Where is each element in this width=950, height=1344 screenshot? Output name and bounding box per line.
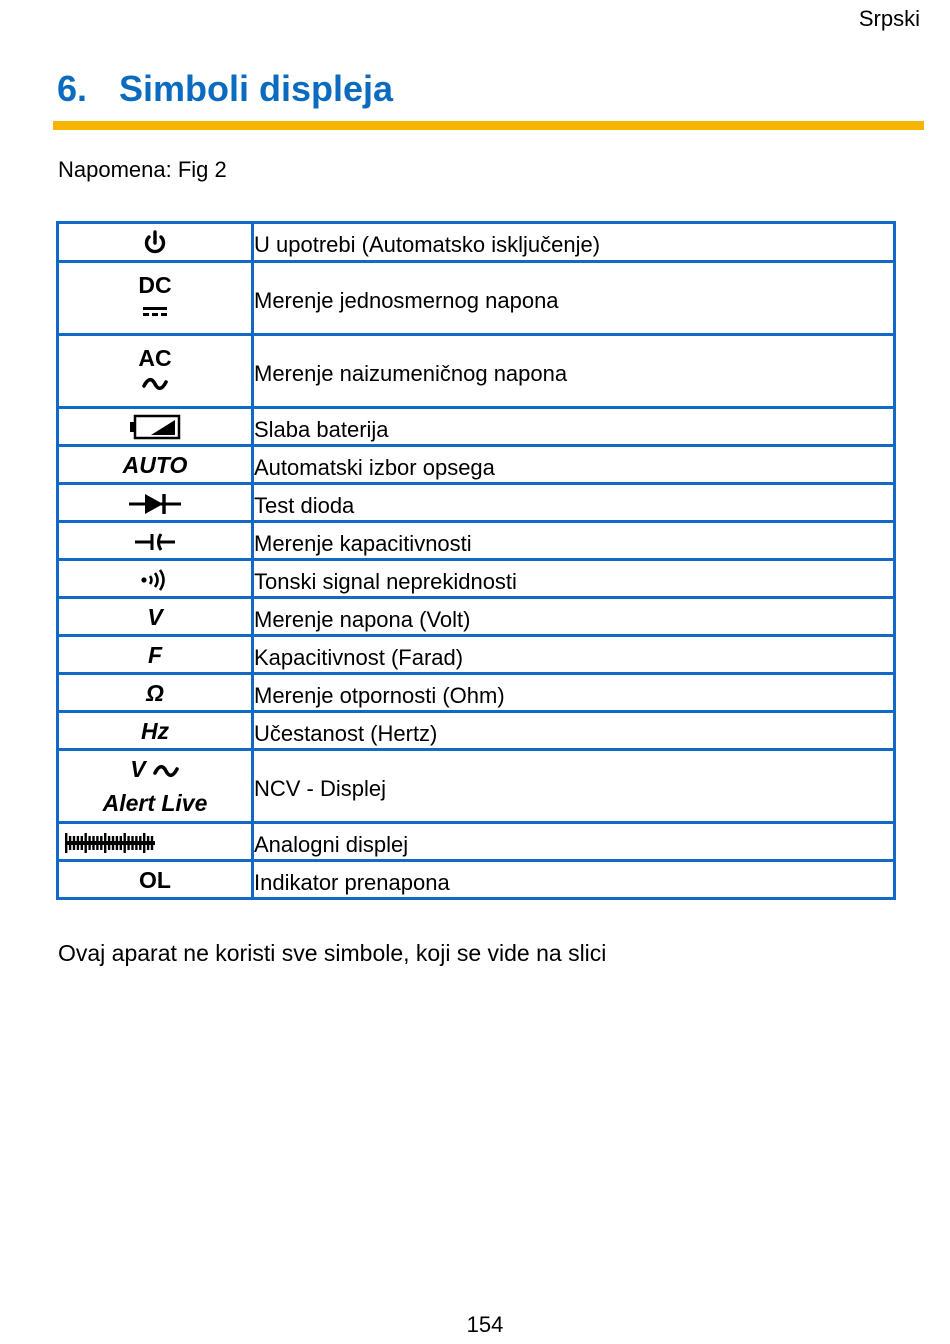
description-text: Učestanost (Hertz) <box>254 720 438 746</box>
table-row <box>58 522 895 560</box>
description-text: Merenje naizumeničnog napona <box>254 361 568 386</box>
symbol-text: DC <box>138 272 172 298</box>
symbols-table <box>56 221 896 900</box>
description-cell <box>253 712 895 750</box>
power-off-icon <box>142 230 168 256</box>
table-row <box>58 712 895 750</box>
symbol-cell <box>58 674 253 712</box>
footer-note: Ovaj aparat ne koristi sve simbole, koji se vide na slici <box>58 940 607 966</box>
table-row <box>58 262 895 335</box>
description-cell <box>253 750 895 823</box>
description-text: Indikator prenapona <box>254 869 450 895</box>
description-cell <box>253 823 895 861</box>
table-row <box>58 408 895 446</box>
description-text: Test dioda <box>254 492 355 518</box>
symbol-cell <box>58 560 253 598</box>
table-row <box>58 223 895 262</box>
note-text: Napomena: Fig 2 <box>58 157 227 182</box>
continuity-beep-icon <box>140 568 170 592</box>
description-cell <box>253 446 895 484</box>
table-row <box>58 636 895 674</box>
heading-underline <box>53 121 924 130</box>
page-number: 154 <box>466 1312 504 1337</box>
symbol-cell <box>58 636 253 674</box>
alert-live-text: Alert Live <box>102 790 208 816</box>
table-row <box>58 674 895 712</box>
section-title: Simboli displeja <box>119 68 394 109</box>
low-battery-icon <box>129 414 181 440</box>
symbol-cell <box>58 750 253 823</box>
diode-icon <box>127 492 183 516</box>
table-row <box>58 823 895 861</box>
description-text: Merenje jednosmernog napona <box>254 288 559 313</box>
symbol-text: F <box>147 641 163 668</box>
language-label: Srpski <box>858 6 920 31</box>
symbol-text: V <box>147 603 163 630</box>
symbol-cell <box>58 823 253 861</box>
symbol-text: OL <box>139 866 171 893</box>
symbol-cell <box>58 223 253 262</box>
symbol-text: Ω <box>146 679 164 706</box>
description-cell <box>253 335 895 408</box>
symbol-text: V <box>130 756 146 782</box>
description-cell <box>253 861 895 899</box>
capacitor-icon <box>133 532 177 552</box>
symbol-cell <box>58 446 253 484</box>
description-text: Merenje kapacitivnosti <box>254 530 472 556</box>
symbol-cell <box>58 712 253 750</box>
description-cell <box>253 560 895 598</box>
table-row <box>58 750 895 823</box>
table-row <box>58 598 895 636</box>
description-text: Kapacitivnost (Farad) <box>254 644 464 670</box>
section-number: 6. <box>57 68 88 109</box>
description-cell <box>253 674 895 712</box>
description-text: Slaba baterija <box>254 416 389 442</box>
symbol-text: AUTO <box>122 451 188 478</box>
symbol-cell <box>58 408 253 446</box>
dc-symbol-icon <box>141 304 169 318</box>
analog-bargraph-icon <box>65 832 157 854</box>
table-row <box>58 446 895 484</box>
description-cell <box>253 598 895 636</box>
symbol-cell <box>58 484 253 522</box>
description-cell <box>253 522 895 560</box>
description-cell <box>253 262 895 335</box>
description-cell <box>253 408 895 446</box>
symbol-cell <box>58 335 253 408</box>
description-text: Analogni displej <box>254 831 409 857</box>
section-heading <box>57 68 393 110</box>
symbol-cell <box>58 861 253 899</box>
ac-wave-icon <box>152 763 180 779</box>
symbol-cell <box>58 522 253 560</box>
table-row <box>58 484 895 522</box>
ac-wave-icon <box>141 376 169 392</box>
description-text: Merenje otpornosti (Ohm) <box>254 682 505 708</box>
symbol-text: Hz <box>140 717 170 744</box>
table-row <box>58 861 895 899</box>
description-cell <box>253 223 895 262</box>
symbol-cell <box>58 262 253 335</box>
symbol-text: AC <box>138 345 172 371</box>
table-row <box>58 335 895 408</box>
symbol-cell <box>58 598 253 636</box>
description-text: NCV - Displej <box>254 776 387 801</box>
description-cell <box>253 636 895 674</box>
description-text: Automatski izbor opsega <box>254 454 495 480</box>
description-text: Tonski signal neprekidnosti <box>254 568 517 594</box>
description-cell <box>253 484 895 522</box>
table-row <box>58 560 895 598</box>
description-text: U upotrebi (Automatsko isključenje) <box>254 232 601 257</box>
description-text: Merenje napona (Volt) <box>254 606 471 632</box>
